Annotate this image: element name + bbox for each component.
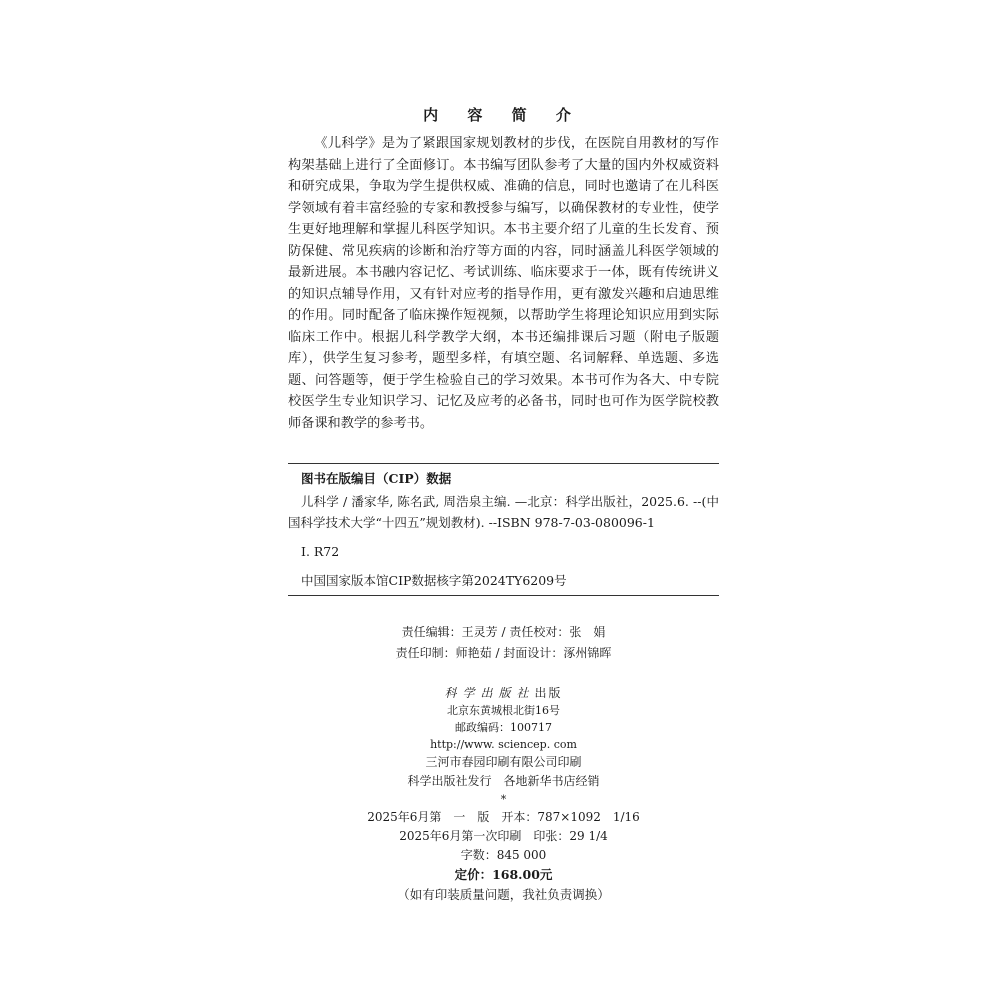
quality-note: （如有印装质量问题，我社负责调换） [397, 887, 610, 902]
printing-info: 2025年6月第一次印刷 印张：29 1/4 [399, 829, 608, 843]
imprint-block [288, 685, 719, 904]
edition-info: 2025年6月第 一 版 开本：787×1092 1/16 [367, 810, 640, 824]
staff-credits [288, 622, 719, 664]
staff-line-production: 责任印制：师艳茹 / 封面设计：涿州锦晖 [395, 646, 612, 660]
website: http://www. sciencep. com [430, 738, 577, 751]
printer: 三河市春园印刷有限公司印刷 [425, 755, 582, 769]
publisher-address: 北京东黄城根北街16号 [447, 704, 560, 717]
cip-title: 图书在版编目（CIP）数据 [301, 471, 452, 486]
staff-line-editors: 责任编辑：王灵芳 / 责任校对：张 娟 [401, 625, 606, 639]
publisher-suffix: 出版 [534, 686, 563, 700]
page-title: 内 容 简 介 [423, 106, 583, 124]
postcode: 邮政编码：100717 [455, 721, 552, 734]
word-count: 字数：845 000 [460, 848, 547, 862]
cip-entry: 儿科学 / 潘家华, 陈名武, 周浩泉主编. —北京：科学出版社，2025.6. --(中国科学技术大学“十四五”规划教材). --ISBN 978-7-03-080096-1 [288, 494, 719, 530]
distribution: 科学出版社发行 各地新华书店经销 [407, 774, 600, 788]
publisher-name: 科学出版社 [444, 686, 535, 700]
separator-star: * [500, 793, 507, 806]
publisher-line [288, 685, 719, 702]
price: 定价：168.00元 [454, 867, 553, 882]
book-introduction: 《儿科学》是为了紧跟国家规划教材的步伐，在医院自用教材的写作构架基础上进行了全面修订。本书编写团队参考了大量的国内外权威资料和研究成果，争取为学生提供权威、准确的信息，同时也邀请了在儿科医学领域有着丰富经验的专家和教授参与编写，以确保教材的专业性，使学生更好地理解和掌握儿科医学知识。本书主要介绍了儿童的生长发育、预防保健、常见疾病的诊断和治疗等方面的内容，同时涵盖儿科医学领域的最新进展。本书融内容记忆、考试训练、临床要求于一体，既有传统讲义的知识点辅导作用，又有针对应考的指导作用，更有激发兴趣和启迪思维的作用。同时配备了临床操作短视频，以帮助学生将理论知识应用到实际临床工作中。根据儿科学教学大纲，本书还编排课后习题（附电子版题库），供学生复习参考，题型多样，有填空题、名词解释、单选题、多选题、问答题等，便于学生检验自己的学习效果。本书可作为各大、中专院校医学生专业知识学习、记忆及应考的必备书，同时也可作为医学院校教师备课和教学的参考书。 [288, 136, 719, 431]
cip-record-number: 中国国家版本馆CIP数据核字第2024TY6209号 [301, 573, 567, 588]
cip-block [288, 463, 719, 596]
cip-classification: Ⅰ. R72 [301, 544, 340, 559]
